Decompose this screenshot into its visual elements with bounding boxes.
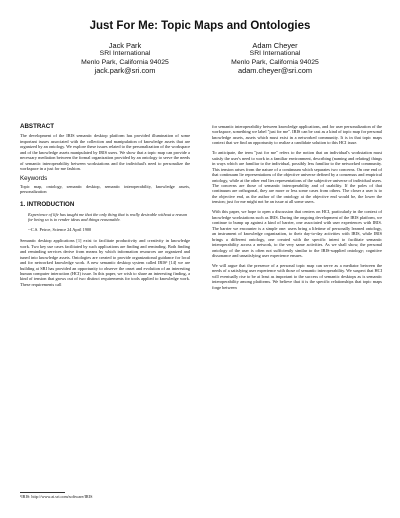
body-paragraph-1: for semantic interoperability between knowledge applications, and for user personalization of the workspace, something we label "just for me". IRIS can be cast as a kind of topic map for personal knowledge assets, assets which must exist in a networked community. It is in that topic maps context that we find an opportunity to realize a candidate solution to this HCI issue. (212, 124, 383, 146)
keywords-heading: Keywords (20, 175, 48, 183)
footnote: ¹IRIS: http://www.ai.sri.com/software/IRIS (20, 494, 93, 499)
author-block-1 (60, 42, 190, 76)
body-paragraph-3: With this paper, we hope to open a discussion that centers on HCI, particularly in the context of knowledge workstations such as IRIS. During the ongoing development of the IRIS platform, we continue to bump up against a kind of barrier, one associated with user experiences with IRIS. The barrier we encounter is a simple one: users bring a lifetime of personally learned ontology, an instrument of knowledge organization, to their day-to-day activities with IRIS, while IRIS brings a different ontology, one created with the specific intent to facilitate semantic interoperability across a network, to the very same activities. As we shall show, the personal ontology of the user is often not sufficiently similar to the IRIS-supplied ontology; cognitive dissonance and unsatisfying user experience ensues. (212, 209, 382, 258)
author-block-2 (210, 42, 340, 76)
author-org: SRI International (249, 50, 301, 58)
keywords-text: Topic map, ontology, semantic desktop, semantic interoperability, knowledge assets, personalization (20, 183, 190, 195)
paper-title: Just For Me: Topic Maps and Ontologies (89, 20, 311, 32)
intro-paragraph: Semantic desktop applications [1] exist to facilitate productivity and creativity in knowledge work. Two key use cases facilitated by such applications are finding and reminding. Both finding and reminding services derive from means by which information resources are organized and tuned into knowledge assets. Ontologies are created to provide organizational guidance for local and for networked knowledge work. A new semantic desktop system called IRIS¹ [14] we are building at SRI has provided an opportunity to observe the onset and evolution of an interesting human computer interaction (HCI) issue. In this paper, we wish to share an interesting finding, a kind of tension that grows out of two distinct requirements for tools applied to knowledge work. These requirements call (20, 238, 190, 287)
left-column (20, 124, 190, 292)
author-name: Jack Park (108, 41, 142, 50)
intro-heading: 1. INTRODUCTION (20, 201, 75, 209)
body-paragraph-2: To anticipate, the term "just for me" refers to the notion that an individual's workstation must satisfy the user's need to work in a familiar environment, describing (naming and relating) things in ways which are familiar to the individual, possibly less familiar to the networked community. This tension arises from the nature of a continuum which separates two concerns. On one end of that continuum lie representations of the objective universe defined by a consensus and empirical ontology, while at the other end lies representations of the subjective universe of individual users. The concerns are those of semantic interoperability and of usability. If the poles of that continuum are orthogonal, they are more or less some cases from others. The closer a user is to the objective end, as the author of the ontology at the objective end would be, the lower the tension; just for me might not be an issue at all some users. (212, 150, 382, 205)
author-email: jack.park@sri.com (94, 66, 156, 76)
author-email: adam.cheyer@sri.com (237, 66, 313, 76)
epigraph-quote: Experience of life has taught me that the only thing that is really desirable without a reason for being so is to render ideas and things reasonable. (28, 211, 188, 223)
body-paragraph-4: We will argue that the presence of a personal topic map can serve as a mediator between the needs of a satisfying user experience with those of semantic interoperability. We suspect that HCI will eventually rise to be at least as important to the success of semantic desktops as is semantic interoperability among platforms. We believe that it is the specific relationships that topic maps forge between (212, 262, 382, 290)
author-org: SRI International (99, 50, 151, 58)
abstract-heading: ABSTRACT (20, 123, 55, 130)
author-name: Adam Cheyer (252, 41, 298, 50)
footnote-rule (20, 492, 65, 493)
right-column (212, 124, 382, 295)
epigraph-source: --C.S. Peirce, Science 24 April 1900 (28, 226, 92, 232)
abstract-text: The development of the IRIS semantic desktop platform has provided illumination of some important issues associated with the collection and manipulation of knowledge assets that are organized by an ontology. We explore these issues related to the personalization of the workspace and of the knowledge assets manipulated by IRIS users. We show that a topic map can provide a necessary mediation between the formal organization provided by an ontology to serve the needs of semantic interoperability between workstations and the individual's need to personalize the workspace in a just for me fashion. (20, 133, 190, 172)
author-address: Menlo Park, California 94025 (81, 58, 169, 66)
author-address: Menlo Park, California 94025 (231, 58, 319, 66)
